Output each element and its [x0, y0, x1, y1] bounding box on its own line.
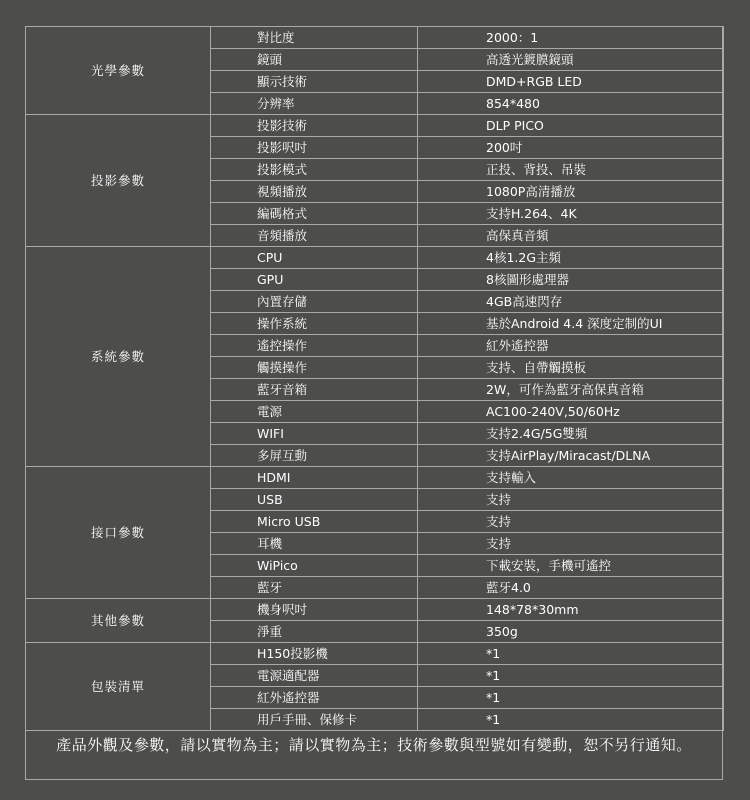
spec-value: *1 [418, 643, 724, 665]
spec-value: 支持輸入 [418, 467, 724, 489]
spec-row [26, 247, 724, 269]
spec-key: GPU [211, 269, 418, 291]
category-label: 接口參數 [26, 467, 211, 599]
spec-key: 內置存儲 [211, 291, 418, 313]
spec-value: 下載安裝，手機可遙控 [418, 555, 724, 577]
spec-value: 支持H.264、4K [418, 203, 724, 225]
spec-key: WiPico [211, 555, 418, 577]
spec-key: 鏡頭 [211, 49, 418, 71]
spec-value: 正投、背投、吊裝 [418, 159, 724, 181]
spec-table [25, 26, 724, 731]
spec-value: 2000：1 [418, 27, 724, 49]
category-label: 光學參數 [26, 27, 211, 115]
spec-key: 觸摸操作 [211, 357, 418, 379]
spec-key: 耳機 [211, 533, 418, 555]
spec-key: CPU [211, 247, 418, 269]
spec-key: 藍牙 [211, 577, 418, 599]
spec-value: 高保真音頻 [418, 225, 724, 247]
spec-key: 用戶手冊、保修卡 [211, 709, 418, 731]
spec-value: 支持、自帶觸摸板 [418, 357, 724, 379]
spec-row [26, 599, 724, 621]
spec-key: 電源 [211, 401, 418, 423]
spec-value: 4核1.2G主頻 [418, 247, 724, 269]
spec-row [26, 643, 724, 665]
spec-key: 對比度 [211, 27, 418, 49]
spec-key: 遙控操作 [211, 335, 418, 357]
spec-value: 8核圖形處理器 [418, 269, 724, 291]
spec-value: *1 [418, 665, 724, 687]
spec-row [26, 115, 724, 137]
spec-key: Micro USB [211, 511, 418, 533]
spec-value: 200吋 [418, 137, 724, 159]
spec-value: 2W，可作為藍牙高保真音箱 [418, 379, 724, 401]
spec-value: 支持AirPlay/Miracast/DLNA [418, 445, 724, 467]
spec-value: 藍牙4.0 [418, 577, 724, 599]
spec-key: 分辨率 [211, 93, 418, 115]
spec-key: WIFI [211, 423, 418, 445]
spec-value: 支持2.4G/5G雙頻 [418, 423, 724, 445]
spec-value: 4GB高速閃存 [418, 291, 724, 313]
category-label: 系統參數 [26, 247, 211, 467]
spec-key: 顯示技術 [211, 71, 418, 93]
spec-key: 機身呎吋 [211, 599, 418, 621]
spec-key: 投影技術 [211, 115, 418, 137]
spec-key: 電源適配器 [211, 665, 418, 687]
spec-value: *1 [418, 687, 724, 709]
spec-table-body [26, 27, 724, 731]
spec-key: 紅外遙控器 [211, 687, 418, 709]
spec-value: 支持 [418, 489, 724, 511]
spec-key: 投影呎吋 [211, 137, 418, 159]
spec-key: 投影模式 [211, 159, 418, 181]
category-label: 包裝清單 [26, 643, 211, 731]
category-label: 投影參數 [26, 115, 211, 247]
spec-key: 操作系統 [211, 313, 418, 335]
spec-value: 854*480 [418, 93, 724, 115]
spec-value: 1080P高清播放 [418, 181, 724, 203]
spec-key: 音頻播放 [211, 225, 418, 247]
spec-key: 多屏互動 [211, 445, 418, 467]
spec-value: 高透光鍍膜鏡頭 [418, 49, 724, 71]
spec-value: 350g [418, 621, 724, 643]
category-label: 其他參數 [26, 599, 211, 643]
spec-row [26, 27, 724, 49]
spec-value: 支持 [418, 511, 724, 533]
spec-value: DLP PICO [418, 115, 724, 137]
spec-value: 148*78*30mm [418, 599, 724, 621]
spec-key: 淨重 [211, 621, 418, 643]
spec-key: 藍牙音箱 [211, 379, 418, 401]
spec-key: USB [211, 489, 418, 511]
spec-value: 紅外遙控器 [418, 335, 724, 357]
spec-value: AC100-240V,50/60Hz [418, 401, 724, 423]
spec-row [26, 467, 724, 489]
spec-value: 基於Android 4.4 深度定制的UI [418, 313, 724, 335]
spec-key: H150投影機 [211, 643, 418, 665]
spec-value: 支持 [418, 533, 724, 555]
spec-key: 編碼格式 [211, 203, 418, 225]
spec-key: 視頻播放 [211, 181, 418, 203]
spec-key: HDMI [211, 467, 418, 489]
spec-value: DMD+RGB LED [418, 71, 724, 93]
spec-value: *1 [418, 709, 724, 731]
footer-note: 產品外觀及參數，請以實物為主；請以實物為主；技術參數與型號如有變動，恕不另行通知。 [56, 736, 692, 754]
